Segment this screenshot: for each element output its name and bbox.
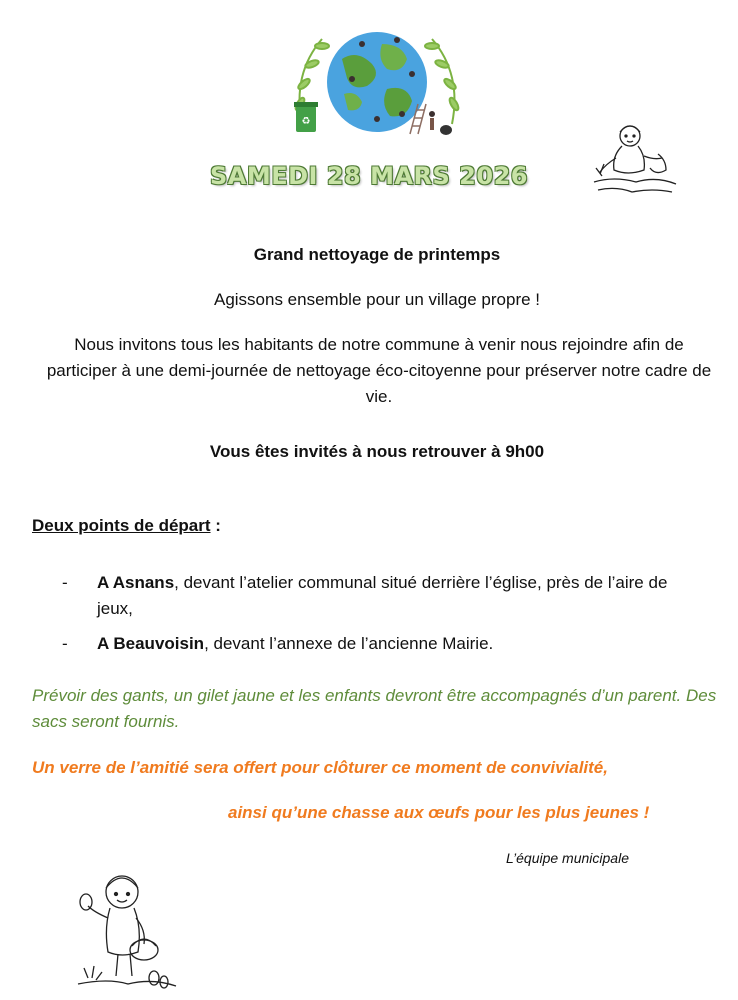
list-item-place: A Beauvoisin xyxy=(97,634,205,653)
list-item xyxy=(97,631,697,657)
event-headline: Grand nettoyage de printemps xyxy=(253,245,501,264)
invitation-paragraph: Nous invitons tous les habitants de notre commune à venir nous rejoindre afin de participer à une demi-journée de nettoyage éco-citoyenne pour préserver notre cadre de vie. xyxy=(46,335,712,406)
child-egg-hunt-drawing xyxy=(70,866,180,994)
earth-cleanup-illustration xyxy=(282,14,472,144)
list-bullet: - xyxy=(62,634,68,653)
starting-points-heading xyxy=(32,513,221,539)
meeting-time: Vous êtes invités à nous retrouver à 9h00 xyxy=(209,442,545,461)
aperitif-note-line2: ainsi qu’une chasse aux œufs pour les plus jeunes ! xyxy=(228,803,650,822)
event-slogan: Agissons ensemble pour un village propre ! xyxy=(213,290,541,309)
starting-points-heading-text: Deux points de départ xyxy=(32,516,211,535)
event-date-title: SAMEDI 28 MARS 2026 xyxy=(210,162,528,190)
list-item-place: A Asnans xyxy=(97,573,175,592)
list-item-details: , devant l’atelier communal situé derrière l’église, près de l’aire de jeux, xyxy=(97,573,668,618)
signature: L’équipe municipale xyxy=(506,850,629,866)
list-item-details: , devant l’annexe de l’ancienne Mairie. xyxy=(204,634,494,653)
aperitif-note-line1: Un verre de l’amitié sera offert pour clôturer ce moment de convivialité, xyxy=(32,758,608,777)
svg-text:♻: ♻ xyxy=(301,116,311,127)
starting-points-heading-colon: : xyxy=(210,516,221,535)
list-item xyxy=(97,570,697,622)
list-bullet: - xyxy=(62,573,68,592)
practical-advice: Prévoir des gants, un gilet jaune et les enfants devront être accompagnés d’un parent. Des sacs seront fournis. xyxy=(32,686,717,731)
